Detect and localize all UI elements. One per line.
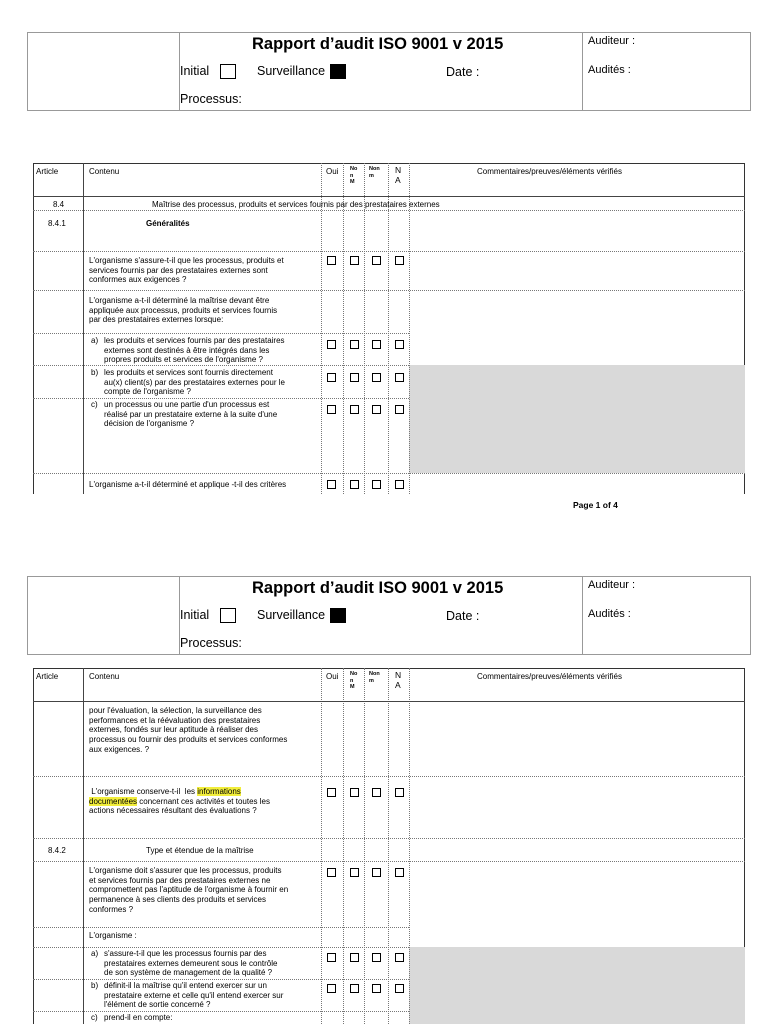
q4-rest: concernant ces activités et toutes les actions nécessaires résultant des évaluations ?: [89, 796, 270, 816]
section-title: Type et étendue de la maîtrise: [146, 846, 254, 855]
col-non-majeur-line1: No: [350, 166, 358, 172]
auditor-label: Auditeur :: [588, 35, 636, 47]
item-letter: c): [91, 400, 98, 409]
non-majeur-checkbox[interactable]: [350, 405, 359, 414]
question-text: pour l'évaluation, la sélection, la surveillance des performances et la réévaluation des prestataires externes, fondés sur leur aptitude à réaliser des processus ou fournir des produits et services conformes aux exigences. ?: [89, 706, 288, 754]
col-non-mineur-line2: m: [369, 172, 374, 179]
non-mineur-checkbox[interactable]: [372, 405, 381, 414]
auditor-box: [582, 577, 752, 654]
report-header-page1: [27, 32, 751, 111]
item-text: définit-il la maîtrise qu'il entend exercer sur un prestataire externe et celle qu'il entend exercer sur l'élément de sortie concerné ?: [104, 981, 284, 1010]
item-text: les produits et services sont fournis directement au(x) client(s) par des prestataires externes pour le compte de l'organisme ?: [104, 368, 285, 397]
na-checkbox[interactable]: [395, 953, 404, 962]
surveillance-checkbox[interactable]: [330, 608, 346, 623]
non-majeur-checkbox[interactable]: [350, 373, 359, 382]
col-comments: Commentaires/preuves/éléments vérifiés: [477, 672, 622, 681]
col-oui: Oui: [326, 672, 339, 681]
section-title: Maîtrise des processus, produits et services fournis par des prestataires externes: [152, 200, 440, 209]
oui-checkbox[interactable]: [327, 373, 336, 382]
surveillance-checkbox[interactable]: [330, 64, 346, 79]
col-contenu: Contenu: [89, 672, 120, 681]
item-text: s'assure-t-il que les processus fournis par des prestataires externes demeurent sous le contrôle de son système de management de la qualité ?: [104, 949, 278, 978]
oui-checkbox[interactable]: [327, 953, 336, 962]
audit-table-page2: [33, 668, 745, 1024]
non-majeur-checkbox[interactable]: [350, 788, 359, 797]
comment-shaded-area: [409, 365, 745, 473]
highlight-informations: informations: [197, 787, 241, 796]
na-checkbox[interactable]: [395, 256, 404, 265]
list-item: [89, 336, 285, 365]
na-checkbox[interactable]: [395, 984, 404, 993]
col-na-line2: A: [395, 175, 401, 185]
item-letter: a): [91, 949, 99, 958]
non-majeur-checkbox[interactable]: [350, 256, 359, 265]
na-checkbox[interactable]: [395, 340, 404, 349]
section-title: Généralités: [146, 219, 190, 228]
col-comments: Commentaires/preuves/éléments vérifiés: [477, 167, 622, 176]
col-non-majeur-line2: n: [350, 677, 354, 684]
logo-area: [28, 33, 180, 110]
initial-label: Initial: [180, 608, 210, 622]
question-text: L'organisme doit s'assurer que les processus, produits et services fournis par des prestataires externes ne compromettent pas l'aptitude de l'organisme à fournir en permanence à ses clients des produits et services conformes ?: [89, 866, 289, 914]
na-checkbox[interactable]: [395, 373, 404, 382]
col-na-line1: N: [395, 670, 402, 680]
col-na: [395, 670, 401, 690]
non-mineur-checkbox[interactable]: [372, 256, 381, 265]
oui-checkbox[interactable]: [327, 868, 336, 877]
highlight-documentees: documentées: [89, 796, 138, 806]
item-letter: b): [91, 368, 99, 377]
article-number: 8.4.1: [48, 219, 66, 228]
col-article: Article: [36, 167, 59, 176]
page-number: Page 1 of 4: [573, 500, 618, 510]
auditor-label: Auditeur :: [588, 579, 636, 591]
col-na-line1: N: [395, 165, 402, 175]
question-text: [89, 787, 270, 816]
item-letter: a): [91, 336, 99, 345]
question-text: L'organisme a-t-il déterminé et applique -t-il des critères: [89, 480, 287, 489]
oui-checkbox[interactable]: [327, 480, 336, 489]
list-item: [89, 368, 285, 397]
article-number: 8.4: [53, 200, 65, 209]
audited-label: Audités :: [588, 608, 631, 620]
item-letter: c): [91, 1013, 98, 1022]
oui-checkbox[interactable]: [327, 340, 336, 349]
col-non-mineur: [369, 166, 380, 179]
process-label: Processus:: [180, 92, 242, 106]
na-checkbox[interactable]: [395, 788, 404, 797]
report-title: Rapport d’audit ISO 9001 v 2015: [252, 35, 504, 53]
list-item: [89, 949, 277, 978]
auditor-box: [582, 33, 752, 110]
non-mineur-checkbox[interactable]: [372, 373, 381, 382]
col-non-majeur: [350, 671, 357, 691]
q4-lead: L'organisme conserve-t-il les: [89, 787, 198, 796]
audit-table-page1: [33, 163, 745, 494]
report-title: Rapport d’audit ISO 9001 v 2015: [252, 579, 504, 597]
item-text: un processus ou une partie d'un processus est réalisé par un prestataire externe à la suite d'une décision de l'organisme ?: [104, 400, 278, 429]
logo-area: [28, 577, 180, 654]
question-text: L'organisme a-t-il déterminé la maîtrise devant être appliquée aux processus, produits et services fournis par des prestataires externes lorsque:: [89, 296, 278, 325]
list-item: [89, 400, 277, 429]
col-article: Article: [36, 672, 59, 681]
initial-label: Initial: [180, 64, 210, 78]
non-mineur-checkbox[interactable]: [372, 953, 381, 962]
question-text: L'organisme s'assure-t-il que les processus, produits et services fournis par des prestataires externes sont conformes aux exigences ?: [89, 256, 284, 285]
non-mineur-checkbox[interactable]: [372, 480, 381, 489]
article-number: 8.4.2: [48, 846, 66, 855]
comment-shaded-area: [409, 947, 745, 1024]
non-majeur-checkbox[interactable]: [350, 953, 359, 962]
process-label: Processus:: [180, 636, 242, 650]
initial-checkbox[interactable]: [220, 608, 236, 623]
non-majeur-checkbox[interactable]: [350, 984, 359, 993]
non-mineur-checkbox[interactable]: [372, 984, 381, 993]
col-non-majeur-line3: M: [350, 684, 355, 690]
na-checkbox[interactable]: [395, 480, 404, 489]
date-label: Date :: [446, 609, 480, 623]
oui-checkbox[interactable]: [327, 256, 336, 265]
col-non-majeur-line1: No: [350, 671, 358, 677]
non-mineur-checkbox[interactable]: [372, 340, 381, 349]
item-text: les produits et services fournis par des prestataires externes sont destinés à être intégrés dans les propres produits et services de l'organisme ?: [104, 336, 285, 365]
date-label: Date :: [446, 65, 480, 79]
oui-checkbox[interactable]: [327, 984, 336, 993]
initial-checkbox[interactable]: [220, 64, 236, 79]
non-mineur-checkbox[interactable]: [372, 868, 381, 877]
na-checkbox[interactable]: [395, 405, 404, 414]
non-mineur-checkbox[interactable]: [372, 788, 381, 797]
list-item: [89, 1013, 172, 1023]
col-non-mineur-line1: Non: [369, 671, 380, 677]
list-item: [89, 981, 283, 1010]
col-non-mineur-line1: Non: [369, 166, 380, 172]
col-oui: Oui: [326, 167, 339, 176]
question-text: L'organisme :: [89, 931, 137, 940]
non-majeur-checkbox[interactable]: [350, 480, 359, 489]
col-non-majeur-line2: n: [350, 172, 354, 179]
col-na-line2: A: [395, 680, 401, 690]
non-majeur-checkbox[interactable]: [350, 868, 359, 877]
report-header-page2: [27, 576, 751, 655]
col-non-mineur-line2: m: [369, 677, 374, 684]
oui-checkbox[interactable]: [327, 788, 336, 797]
col-contenu: Contenu: [89, 167, 120, 176]
item-text: prend-il en compte:: [104, 1013, 173, 1022]
col-non-mineur: [369, 671, 380, 684]
surveillance-label: Surveillance: [257, 608, 326, 622]
audited-label: Audités :: [588, 64, 631, 76]
col-non-majeur-line3: M: [350, 179, 355, 185]
surveillance-label: Surveillance: [257, 64, 326, 78]
col-na: [395, 165, 401, 185]
na-checkbox[interactable]: [395, 868, 404, 877]
item-letter: b): [91, 981, 99, 990]
non-majeur-checkbox[interactable]: [350, 340, 359, 349]
oui-checkbox[interactable]: [327, 405, 336, 414]
col-non-majeur: [350, 166, 357, 186]
